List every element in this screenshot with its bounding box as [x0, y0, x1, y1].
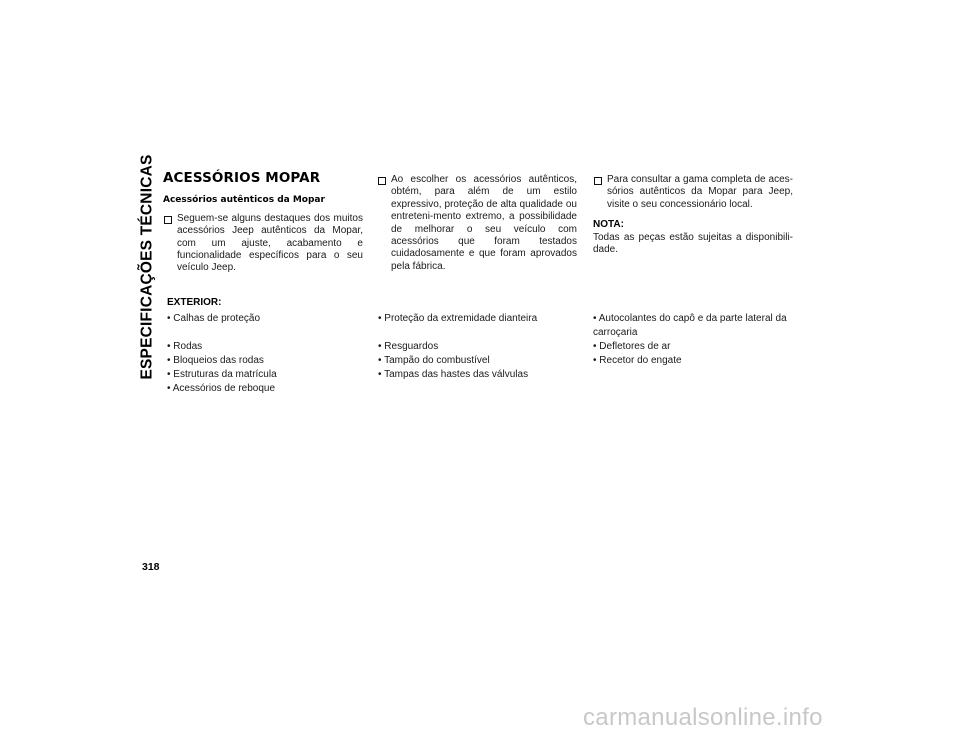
list-item: • Rodas	[167, 341, 203, 352]
column-1	[163, 172, 363, 283]
list-item: • Tampão do combustível	[378, 355, 490, 366]
list-item: • Autocolantes do capô e da parte lateral da carroçaria	[593, 313, 787, 338]
list-item: • Tampas das hastes das válvulas	[378, 369, 529, 380]
list-item: • Defletores de ar	[593, 341, 671, 352]
bullet-item	[163, 213, 363, 275]
column-3	[593, 174, 793, 256]
list-item: • Bloqueios das rodas	[167, 355, 264, 366]
exterior-list-col-3	[593, 312, 803, 368]
bullet-text: Seguem-se alguns destaques dos muitos acessórios Jeep autênticos da Mopar, com um ajuste, acabamento e funcionalidade específicos para o seu veículo Jeep.	[177, 212, 363, 274]
note-text: Todas as peças estão sujeitas a disponibili-dade.	[593, 231, 793, 256]
exterior-heading: EXTERIOR:	[167, 297, 222, 308]
square-bullet-icon	[164, 216, 172, 224]
list-item: • Estruturas da matrícula	[167, 369, 277, 380]
bullet-text: Ao escolher os acessórios autênticos, obtém, para além de um estilo expressivo, proteção de alta qualidade ou entreteni-mento extremo, a possibilidade de melhorar o seu veículo com acessórios que foram testados cuidadosamente e que foram aprovados pela fábrica.	[391, 174, 577, 272]
exterior-list-col-1	[167, 312, 367, 396]
list-item: • Acessórios de reboque	[167, 383, 276, 394]
list-spacer	[167, 326, 367, 340]
watermark-text: carmanualsonline.info	[583, 704, 823, 731]
exterior-list-col-2	[378, 312, 578, 382]
square-bullet-icon	[594, 177, 602, 185]
page-number: 318	[142, 561, 160, 573]
list-spacer	[378, 326, 578, 340]
side-chapter-label: ESPECIFICAÇÕES TÉCNICAS	[139, 154, 157, 380]
bullet-text: Para consultar a gama completa de aces-sórios autênticos da Mopar para Jeep, visite o seu concessionário local.	[607, 174, 793, 210]
section-title: ACESSÓRIOS MOPAR	[163, 170, 321, 186]
square-bullet-icon	[378, 177, 386, 185]
list-item: • Calhas de proteção	[167, 313, 261, 324]
bullet-item	[377, 174, 577, 273]
bullet-item	[593, 174, 793, 211]
list-item: • Recetor do engate	[593, 355, 682, 366]
section-subtitle: Acessórios autênticos da Mopar	[163, 195, 325, 206]
column-2	[377, 174, 577, 281]
list-item: • Proteção da extremidade dianteira	[378, 313, 538, 324]
note-label: NOTA:	[593, 219, 624, 231]
side-chapter-tab	[136, 154, 160, 380]
list-item: • Resguardos	[378, 341, 439, 352]
